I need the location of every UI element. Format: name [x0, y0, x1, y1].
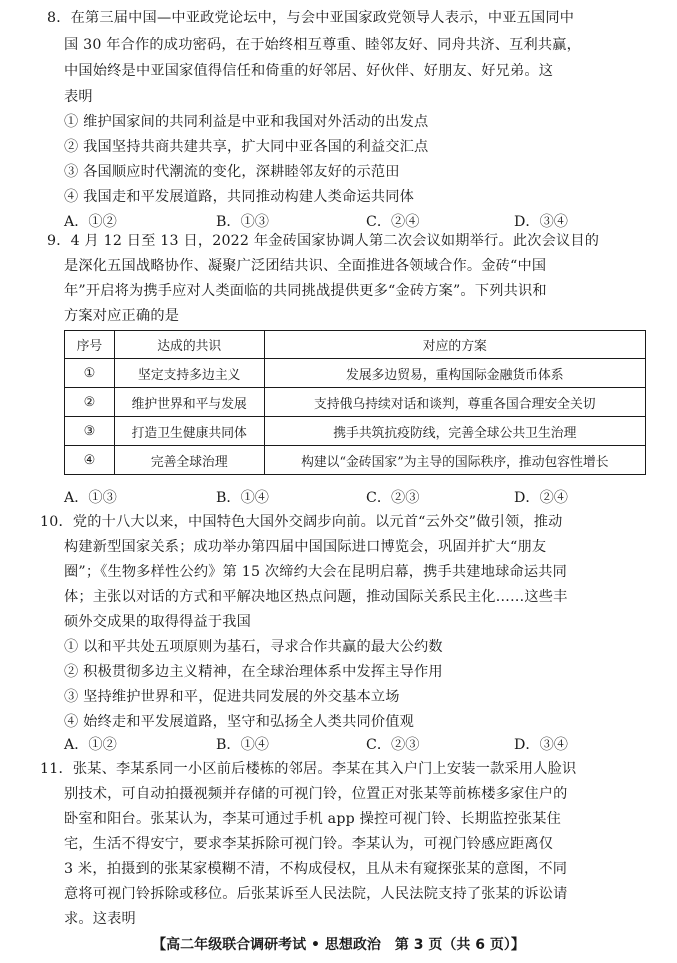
q8-option-c[interactable]: C．②④	[366, 214, 420, 230]
q10-option-c[interactable]: C．②③	[366, 737, 420, 753]
q10-option-a[interactable]: A．①②	[64, 737, 117, 753]
q8-stem-line-3: 中国始终是中亚国家值得信任和倚重的好邻居、好伙伴、好朋友、好兄弟。这	[64, 63, 554, 79]
table-header-row	[65, 331, 646, 359]
q10-stem-line-1: 10．党的十八大以来，中国特色大国外交阔步向前。以元首“云外交”做引领，推动	[40, 514, 563, 530]
q8-item-1: ① 维护国家间的共同利益是中亚和我国对外活动的出发点	[64, 114, 429, 130]
q10-option-b[interactable]: B．①④	[216, 737, 269, 753]
q8-option-b[interactable]: B．①③	[216, 214, 269, 230]
q9-stem-line-4: 方案对应正确的是	[64, 308, 180, 324]
table-cell-index: ②	[65, 388, 115, 417]
q9-option-b[interactable]: B．①④	[216, 490, 269, 506]
q10-item-1: ① 以和平共处五项原则为基石，寻求合作共赢的最大公约数	[64, 639, 443, 655]
q10-options	[64, 735, 624, 755]
q10-stem-line-4: 体；主张以对话的方式和平解决地区热点问题，推动国际关系民主化……这些丰	[64, 589, 568, 605]
consensus-plan-table	[64, 330, 646, 475]
q9-stem-line-1: 9．4 月 12 日至 13 日，2022 年金砖国家协调人第二次会议如期举行。此次会议目的	[47, 233, 600, 249]
q9-stem-line-3: 年”开启将为携手应对人类面临的共同挑战提供更多“金砖方案”。下列共识和	[64, 283, 547, 299]
q8-stem-line-1: 8．在第三届中国—中亚政党论坛中，与会中亚国家政党领导人表示，中亚五国同中	[47, 10, 575, 26]
table-cell-plan: 携手共筑抗疫防线，完善全球公共卫生治理	[264, 417, 645, 446]
table-cell-consensus: 完善全球治理	[114, 446, 264, 475]
q11-stem-line-7: 求。这表明	[64, 911, 136, 927]
q11-stem-line-6: 意将可视门铃拆除或移位。后张某诉至人民法院，人民法院支持了张某的诉讼请	[64, 886, 568, 902]
table-cell-index: ①	[65, 359, 115, 388]
q10-option-d[interactable]: D．③④	[514, 737, 568, 753]
table-header-index: 序号	[65, 331, 115, 359]
table-row	[65, 359, 646, 388]
q11-stem-line-4: 宅，生活不得安宁，要求李某拆除可视门铃。李某认为，可视门铃感应距离仅	[64, 836, 554, 852]
q11-stem-line-5: 3 米，拍摄到的张某家模糊不清，不构成侵权，且从未有窥探张某的意图，不同	[64, 861, 568, 877]
table-cell-plan: 构建以“金砖国家”为主导的国际秩序，推动包容性增长	[264, 446, 645, 475]
q8-option-d[interactable]: D．③④	[514, 214, 568, 230]
table-cell-index: ④	[65, 446, 115, 475]
table-row	[65, 446, 646, 475]
q9-stem-line-2: 是深化五国战略协作、凝聚广泛团结共识、全面推进各领域合作。金砖“中国	[64, 258, 547, 274]
q11-stem-line-3: 卧室和阳台。张某认为，李某可通过手机 app 操控可视门铃、长期监控张某住	[64, 811, 562, 827]
q10-stem-line-5: 硕外交成果的取得得益于我国	[64, 614, 252, 630]
page-footer: 【高二年级联合调研考试 • 思想政治 第 3 页（共 6 页）】	[152, 937, 525, 953]
q8-item-3: ③ 各国顺应时代潮流的变化，深耕睦邻友好的示范田	[64, 164, 400, 180]
q9-options	[64, 488, 624, 508]
q10-item-3: ③ 坚持维护世界和平，促进共同发展的外交基本立场	[64, 689, 400, 705]
table-row	[65, 417, 646, 446]
table-cell-plan: 发展多边贸易，重构国际金融货币体系	[264, 359, 645, 388]
q8-option-a[interactable]: A．①②	[64, 214, 117, 230]
q11-stem-line-1: 11．张某、李某系同一小区前后楼栋的邻居。李某在其入户门上安装一款采用人脸识	[40, 761, 577, 777]
q10-stem-line-3: 圈”；《生物多样性公约》第 15 次缔约大会在昆明启幕，携手共建地球命运共同	[64, 564, 568, 580]
q9-option-d[interactable]: D．②④	[514, 490, 568, 506]
table-cell-consensus: 打造卫生健康共同体	[114, 417, 264, 446]
table-cell-consensus: 维护世界和平与发展	[114, 388, 264, 417]
table-header-consensus: 达成的共识	[114, 331, 264, 359]
q8-item-4: ④ 我国走和平发展道路，共同推动构建人类命运共同体	[64, 189, 415, 205]
table-header-plan: 对应的方案	[264, 331, 645, 359]
q8-stem-line-4: 表明	[64, 89, 93, 105]
q10-item-4: ④ 始终走和平发展道路，坚守和弘扬全人类共同价值观	[64, 714, 415, 730]
q9-option-a[interactable]: A．①③	[64, 490, 117, 506]
q8-stem-line-2: 国 30 年合作的成功密码，在于始终相互尊重、睦邻友好、同舟共济、互利共赢，	[64, 37, 582, 53]
q8-item-2: ② 我国坚持共商共建共享，扩大同中亚各国的利益交汇点	[64, 139, 429, 155]
q11-stem-line-2: 别技术，可自动拍摄视频并存储的可视门铃，位置正对张某等前栋楼多家住户的	[64, 786, 568, 802]
q9-option-c[interactable]: C．②③	[366, 490, 420, 506]
q8-options	[64, 212, 624, 232]
table-cell-index: ③	[65, 417, 115, 446]
table-cell-consensus: 坚定支持多边主义	[114, 359, 264, 388]
table-row	[65, 388, 646, 417]
q10-stem-line-2: 构建新型国家关系；成功举办第四届中国国际进口博览会，巩固并扩大“朋友	[64, 539, 547, 555]
table-cell-plan: 支持俄乌持续对话和谈判，尊重各国合理安全关切	[264, 388, 645, 417]
q10-item-2: ② 积极贯彻多边主义精神，在全球治理体系中发挥主导作用	[64, 664, 443, 680]
